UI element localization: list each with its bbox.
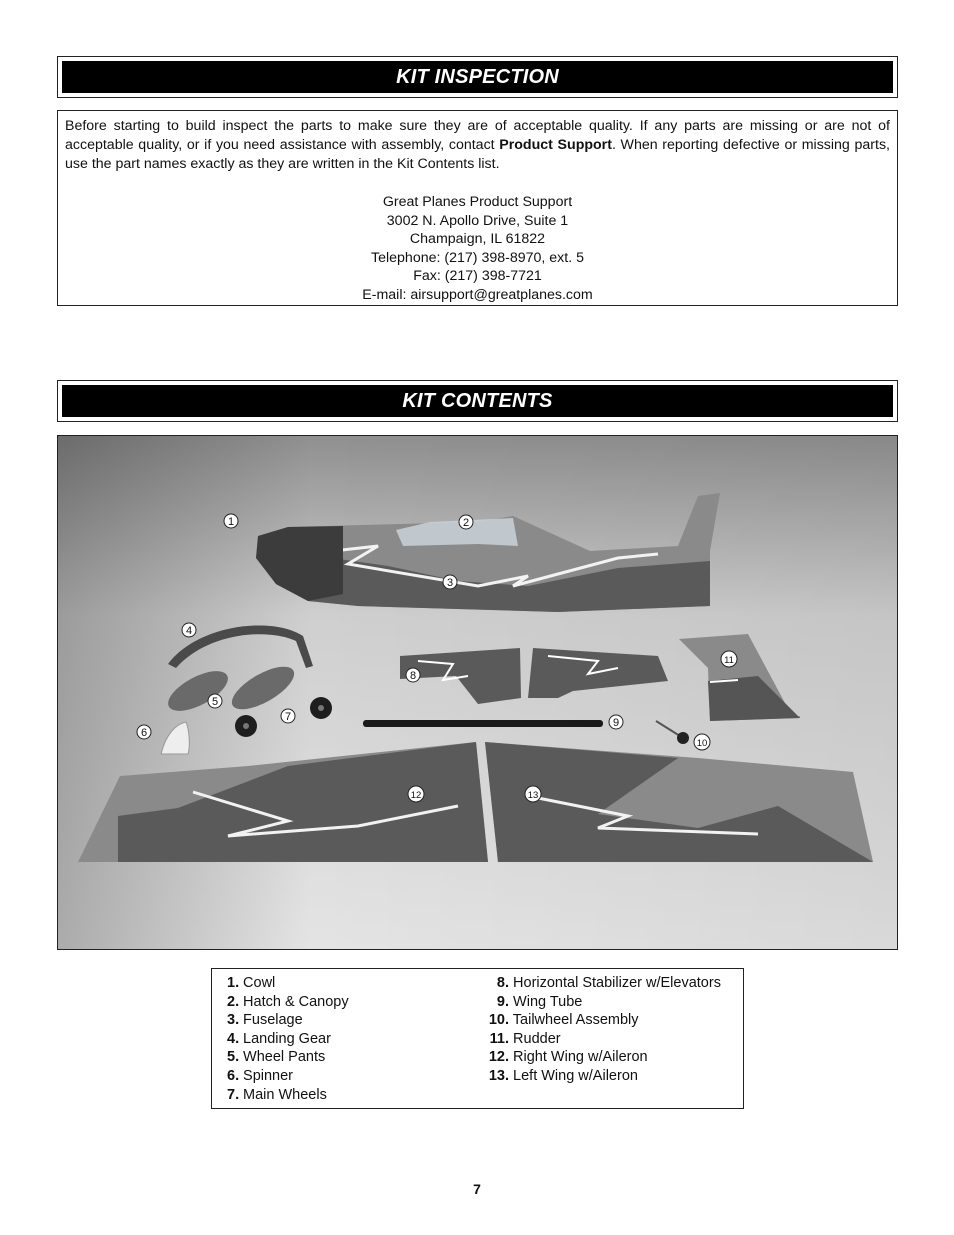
kit-contents-photo: [57, 435, 898, 950]
inspection-paragraph: Before starting to build inspect the parts to make sure they are of acceptable quality. If any parts are missing or are not of acceptable quality, or if you need assistance with assembly, contact Product Support. When reporting defective or missing parts, use the part names exactly as they are written in the Kit Contents list.: [65, 118, 890, 172]
wing-tube-image: [363, 720, 603, 727]
callout-1: [224, 514, 238, 528]
parts-list: [211, 968, 744, 1109]
address-line: Champaign, IL 61822: [409, 231, 546, 247]
product-support-label: Product Support: [499, 137, 612, 153]
svg-text:5: 5: [211, 696, 219, 708]
callout-6: [137, 725, 151, 739]
inspection-info-box: [57, 110, 898, 306]
kit-inspection-title: KIT INSPECTION: [62, 61, 893, 93]
callout-7: [281, 709, 295, 723]
svg-text:11: 11: [724, 655, 734, 666]
callout-2: [459, 515, 473, 529]
list-item: 4. Landing Gear: [227, 1030, 331, 1047]
callout-9: [609, 715, 623, 729]
svg-text:2: 2: [462, 517, 470, 529]
address-line: 3002 N. Apollo Drive, Suite 1: [386, 212, 569, 229]
address-email: E-mail: airsupport@greatplanes.com: [362, 286, 593, 303]
list-item: 2. Hatch & Canopy: [227, 993, 349, 1010]
kit-contents-title: KIT CONTENTS: [62, 385, 893, 417]
parts-list-column-right: [487, 974, 721, 1086]
kit-inspection-header: [57, 56, 898, 98]
parts-list-column-left: [227, 974, 349, 1104]
svg-text:3: 3: [446, 577, 454, 589]
list-item: 1. Cowl: [227, 975, 276, 991]
list-item: 5. Wheel Pants: [227, 1049, 326, 1066]
list-item: 11. Rudder: [489, 1030, 561, 1047]
list-item: 6. Spinner: [227, 1067, 294, 1084]
callout-5: [208, 694, 222, 708]
svg-text:4: 4: [185, 625, 193, 637]
list-item: 7. Main Wheels: [227, 1086, 327, 1103]
list-item: 13. Left Wing w/Aileron: [488, 1067, 638, 1084]
support-address: [65, 193, 890, 304]
page-number: 7: [473, 1181, 481, 1197]
svg-text:7: 7: [284, 711, 292, 723]
address-line: Great Planes Product Support: [382, 194, 573, 210]
svg-text:6: 6: [140, 727, 148, 739]
list-item: 10. Tailwheel Assembly: [488, 1012, 639, 1029]
svg-text:12: 12: [410, 790, 422, 801]
list-item: 12. Right Wing w/Aileron: [488, 1049, 648, 1066]
svg-text:9: 9: [612, 717, 620, 729]
callout-10: [694, 734, 710, 750]
kit-contents-header: [57, 380, 898, 422]
svg-text:13: 13: [527, 790, 539, 801]
address-fax: Fax: (217) 398-7721: [413, 268, 542, 284]
callout-3: [443, 575, 457, 589]
list-item: 3. Fuselage: [227, 1012, 303, 1029]
callout-4: [182, 623, 196, 637]
callout-13: [525, 786, 541, 802]
list-item: 9. Wing Tube: [496, 993, 583, 1010]
callout-11: [721, 651, 737, 667]
address-telephone: Telephone: (217) 398-8970, ext. 5: [371, 249, 584, 266]
callout-8: [406, 668, 420, 682]
svg-text:1: 1: [227, 516, 235, 528]
svg-text:8: 8: [409, 670, 417, 682]
list-item: 8. Horizontal Stabilizer w/Elevators: [496, 975, 721, 991]
callout-12: [408, 786, 424, 802]
svg-text:10: 10: [696, 738, 708, 749]
